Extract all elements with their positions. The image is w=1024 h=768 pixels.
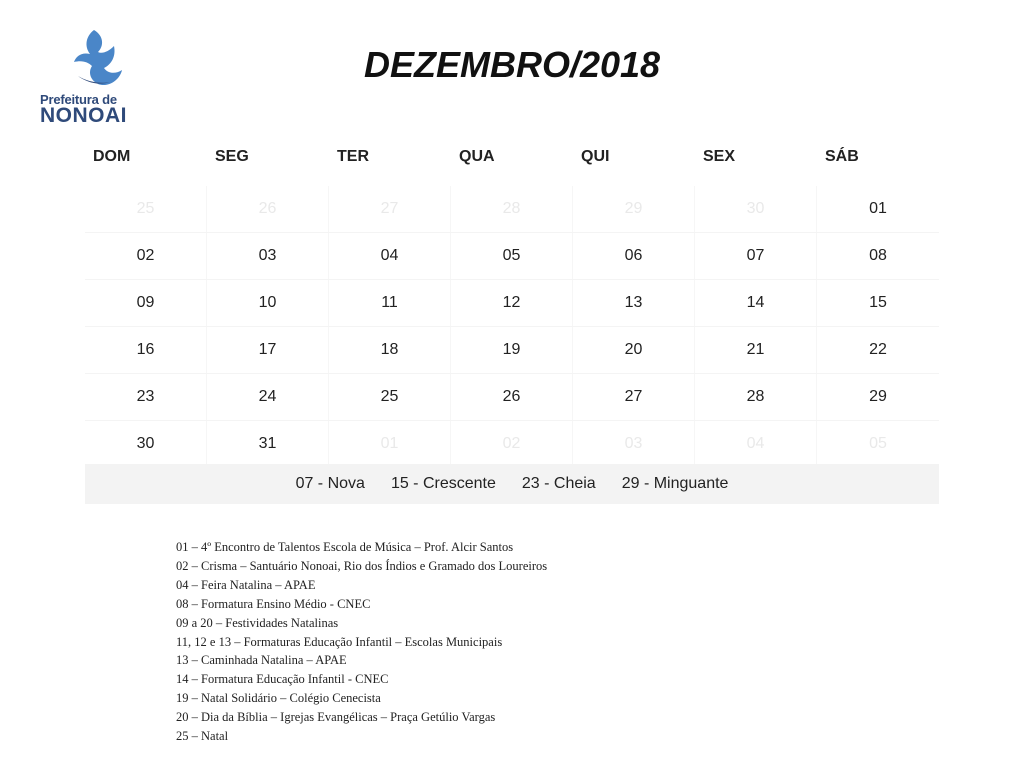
moon-phase-waning: 29 - Minguante <box>621 475 729 492</box>
calendar-day: 31 <box>207 421 329 467</box>
calendar-day: 07 <box>695 233 817 279</box>
calendar-day: 17 <box>207 327 329 373</box>
calendar-day: 28 <box>695 374 817 420</box>
calendar-day: 30 <box>85 421 207 467</box>
event-item: 19 – Natal Solidário – Colégio Cenecista <box>176 691 381 706</box>
calendar-week-row <box>85 374 939 421</box>
calendar-week-row <box>85 421 939 468</box>
calendar-day: 15 <box>869 294 887 311</box>
calendar-day-other-month: 30 <box>695 186 817 232</box>
moon-phase-waxing: 15 - Crescente <box>390 475 496 492</box>
calendar-day: 12 <box>451 280 573 326</box>
calendar-day: 09 <box>85 280 207 326</box>
calendar-day-other-month: 26 <box>207 186 329 232</box>
page-title <box>0 44 1024 86</box>
calendar-day: 25 <box>329 374 451 420</box>
calendar-day: 19 <box>451 327 573 373</box>
weekday-label: QUA <box>459 148 495 165</box>
event-item: 01 – 4º Encontro de Talentos Escola de Música – Prof. Alcir Santos <box>176 540 514 554</box>
calendar-day: 06 <box>573 233 695 279</box>
calendar-day: 26 <box>451 374 573 420</box>
moon-phase-new: 07 - Nova <box>295 475 365 492</box>
calendar-day: 02 <box>85 233 207 279</box>
calendar-weeks <box>85 186 939 468</box>
moon-phase-full: 23 - Cheia <box>521 475 596 492</box>
calendar-grid <box>85 140 939 468</box>
calendar-day: 23 <box>85 374 207 420</box>
calendar-day: 05 <box>451 233 573 279</box>
calendar-day-other-month: 04 <box>695 421 817 467</box>
calendar-week-row <box>85 233 939 280</box>
event-item: 13 – Caminhada Natalina – APAE <box>176 653 347 668</box>
calendar-day: 24 <box>207 374 329 420</box>
weekday-label: SEG <box>215 148 249 165</box>
calendar-day: 18 <box>329 327 451 373</box>
event-item: 08 – Formatura Ensino Médio - CNEC <box>176 596 371 611</box>
weekday-label: DOM <box>93 148 131 165</box>
calendar-day: 13 <box>573 280 695 326</box>
calendar-day: 22 <box>869 341 887 358</box>
calendar-day: 21 <box>695 327 817 373</box>
calendar-day-other-month: 28 <box>451 186 573 232</box>
event-item: 25 – Natal <box>176 729 229 744</box>
weekday-label: QUI <box>581 148 610 165</box>
calendar-day: 14 <box>695 280 817 326</box>
calendar-week-row <box>85 186 939 233</box>
calendar-week-row <box>85 327 939 374</box>
event-item: 09 a 20 – Festividades Natalinas <box>176 615 339 630</box>
calendar-week-row <box>85 280 939 327</box>
calendar-day-other-month: 01 <box>329 421 451 467</box>
calendar-day-other-month: 05 <box>869 435 887 452</box>
calendar-day: 03 <box>207 233 329 279</box>
calendar-day: 20 <box>573 327 695 373</box>
logo-text-line1: Prefeitura de <box>40 92 117 107</box>
calendar-day-other-month: 03 <box>573 421 695 467</box>
moon-phases-bar <box>85 464 939 504</box>
calendar-day-other-month: 29 <box>573 186 695 232</box>
event-item: 20 – Dia da Bíblia – Igrejas Evangélicas – Praça Getúlio Vargas <box>176 710 496 725</box>
page-title-text: DEZEMBRO/2018 <box>363 44 661 85</box>
calendar-day: 04 <box>329 233 451 279</box>
calendar-day: 08 <box>869 247 887 264</box>
weekday-label: SÁB <box>825 148 859 165</box>
calendar-day: 11 <box>329 280 451 326</box>
event-item: 04 – Feira Natalina – APAE <box>176 577 316 592</box>
calendar-day: 29 <box>869 388 887 405</box>
weekday-label: TER <box>337 148 369 165</box>
event-item: 02 – Crisma – Santuário Nonoai, Rio dos Índios e Gramado dos Loureiros <box>176 558 548 573</box>
weekday-header-row <box>85 140 939 174</box>
weekday-label: SEX <box>703 148 736 165</box>
event-item: 14 – Formatura Educação Infantil - CNEC <box>176 672 389 687</box>
calendar-day-other-month: 25 <box>85 186 207 232</box>
calendar-day: 27 <box>573 374 695 420</box>
calendar-day: 01 <box>869 200 887 217</box>
events-list <box>176 538 736 746</box>
calendar-day-other-month: 02 <box>451 421 573 467</box>
event-item: 11, 12 e 13 – Formaturas Educação Infantil – Escolas Municipais <box>176 634 503 649</box>
logo-text-line2: NONOAI <box>40 104 127 127</box>
calendar-day: 16 <box>85 327 207 373</box>
calendar-day: 10 <box>207 280 329 326</box>
calendar-day-other-month: 27 <box>329 186 451 232</box>
